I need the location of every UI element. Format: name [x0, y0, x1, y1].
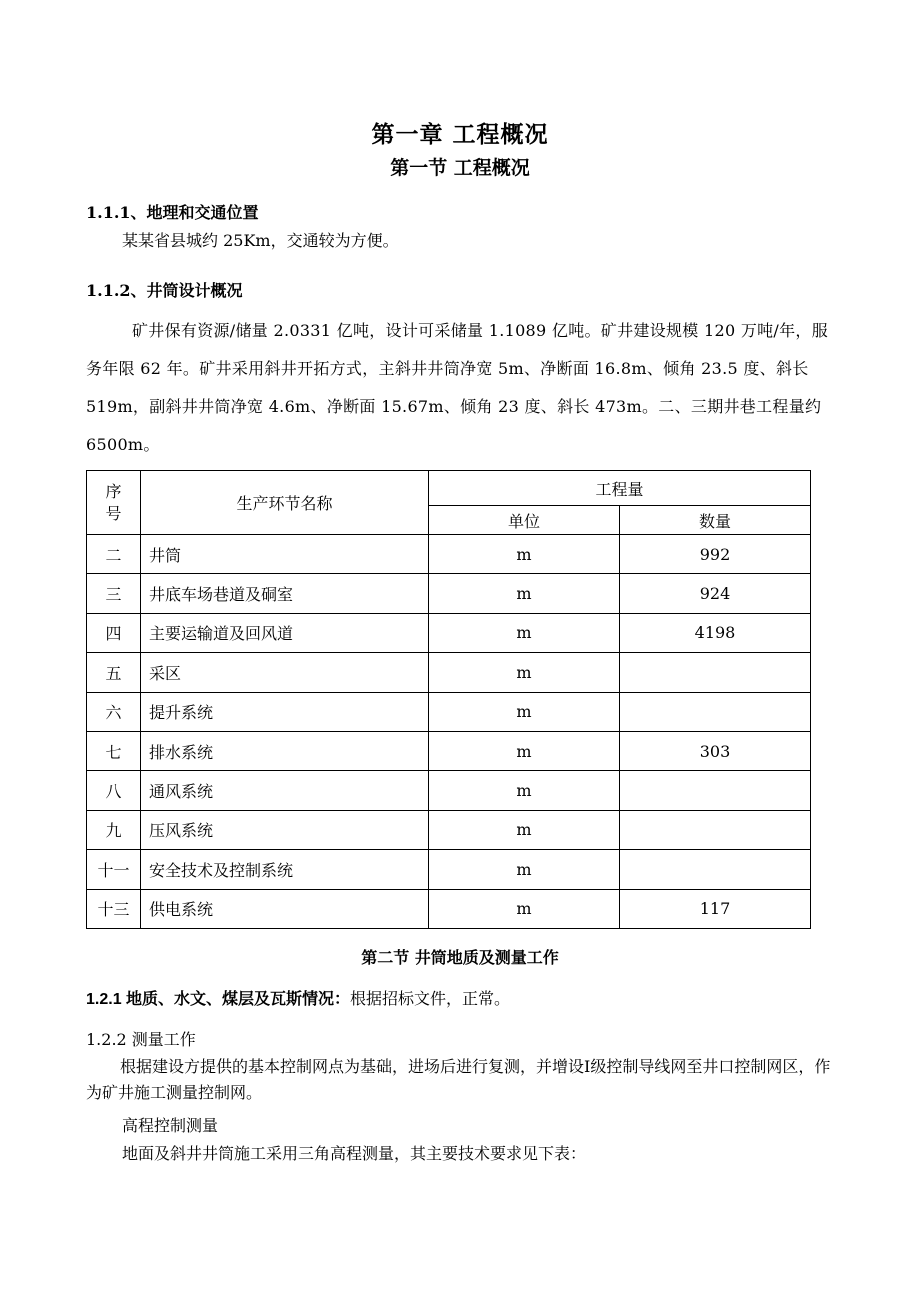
row-count — [620, 771, 811, 810]
header-name: 生产环节名称 — [141, 471, 429, 535]
text-1-1-1: 某某省县城约 25Km，交通较为方便。 — [122, 231, 399, 250]
row-name: 通风系统 — [141, 771, 429, 810]
subheading-elevation-survey: 高程控制测量 — [122, 1116, 219, 1135]
row-seq: 十一 — [87, 850, 141, 889]
header-seq — [87, 471, 141, 535]
row-name: 主要运输道及回风道 — [141, 613, 429, 652]
row-count: 924 — [620, 574, 811, 613]
header-count: 数量 — [620, 506, 811, 535]
row-name: 提升系统 — [141, 692, 429, 731]
row-name: 压风系统 — [141, 810, 429, 849]
table-row — [87, 850, 811, 889]
row-unit: m — [429, 889, 620, 928]
row-seq: 六 — [87, 692, 141, 731]
table-header-row — [87, 471, 811, 506]
paragraph-1-2-2: 根据建设方提供的基本控制网点为基础，进场后进行复测，并增设Ⅰ级控制导线网至井口控制网区，作为矿井施工测量控制网。 — [86, 1057, 831, 1102]
row-seq: 八 — [87, 771, 141, 810]
table-row — [87, 692, 811, 731]
row-name: 井底车场巷道及硐室 — [141, 574, 429, 613]
row-name: 排水系统 — [141, 731, 429, 770]
header-quantity-group: 工程量 — [429, 471, 811, 506]
row-seq: 七 — [87, 731, 141, 770]
row-name: 安全技术及控制系统 — [141, 850, 429, 889]
table-row — [87, 574, 811, 613]
table-row — [87, 613, 811, 652]
row-seq: 十三 — [87, 889, 141, 928]
row-count: 303 — [620, 731, 811, 770]
table-row — [87, 810, 811, 849]
header-seq-line-2: 号 — [105, 503, 122, 523]
row-unit: m — [429, 810, 620, 849]
row-unit: m — [429, 850, 620, 889]
row-name: 井筒 — [141, 535, 429, 574]
table-row — [87, 889, 811, 928]
row-count — [620, 692, 811, 731]
row-unit: m — [429, 613, 620, 652]
row-unit: m — [429, 535, 620, 574]
line-1-2-1 — [86, 986, 510, 1009]
row-unit: m — [429, 731, 620, 770]
row-unit: m — [429, 653, 620, 692]
table-row — [87, 731, 811, 770]
heading-1-2-1: 1.2.1 地质、水文、煤层及瓦斯情况： — [86, 991, 351, 1008]
row-seq: 四 — [87, 613, 141, 652]
text-1-2-1: 根据招标文件，正常。 — [350, 989, 511, 1008]
heading-1-2-2: 1.2.2 测量工作 — [86, 1030, 196, 1049]
row-count — [620, 653, 811, 692]
row-unit: m — [429, 574, 620, 613]
header-seq-line-1: 序 — [105, 481, 122, 501]
row-seq: 二 — [87, 535, 141, 574]
row-seq: 三 — [87, 574, 141, 613]
table-row — [87, 653, 811, 692]
heading-1-1-1: 1.1.1、地理和交通位置 — [86, 203, 259, 222]
table-row — [87, 535, 811, 574]
row-unit: m — [429, 692, 620, 731]
text-elevation-survey: 地面及斜井井筒施工采用三角高程测量，其主要技术要求见下表： — [122, 1144, 587, 1163]
row-count: 4198 — [620, 613, 811, 652]
chapter-title: 第一章 工程概况 — [371, 121, 549, 148]
row-seq: 九 — [87, 810, 141, 849]
row-count — [620, 810, 811, 849]
row-seq: 五 — [87, 653, 141, 692]
row-unit: m — [429, 771, 620, 810]
table-row — [87, 771, 811, 810]
section-1-title: 第一节 工程概况 — [390, 157, 530, 179]
engineering-quantity-table — [86, 470, 811, 929]
row-name: 采区 — [141, 653, 429, 692]
heading-1-1-2: 1.1.2、井筒设计概况 — [86, 281, 243, 300]
row-count: 992 — [620, 535, 811, 574]
row-count — [620, 850, 811, 889]
paragraph-1-1-2: 矿井保有资源/储量 2.0331 亿吨，设计可采储量 1.1089 亿吨。矿井建设规模 120 万吨/年，服务年限 62 年。矿井采用斜井开拓方式，主斜井井筒净宽 5m、净断面 16.8m、倾角 23.5 度、斜长 519m，副斜井井筒净宽 4.6m、净断面 15.67m、倾角 23 度、斜长 473m。二、三期井巷工程量约 6500m。 — [86, 321, 829, 454]
row-count: 117 — [620, 889, 811, 928]
header-unit: 单位 — [429, 506, 620, 535]
row-name: 供电系统 — [141, 889, 429, 928]
section-2-title: 第二节 井筒地质及测量工作 — [361, 948, 559, 967]
